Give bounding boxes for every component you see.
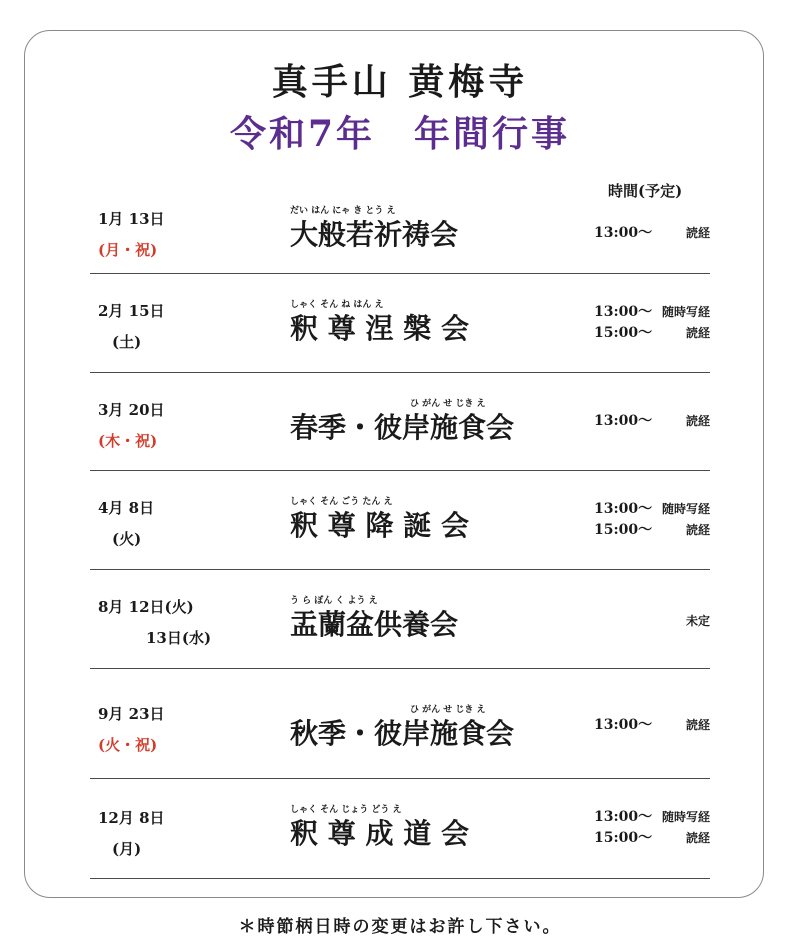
event-name: 大般若祈祷会 (290, 218, 459, 251)
weekday-text: (土) (112, 333, 142, 351)
event-ruby: ひ がん せ じき え (410, 399, 486, 409)
event-ruby: しゃく そん ごう たん え (290, 497, 393, 507)
row-divider (90, 878, 710, 880)
date-text: 3月 20日 (98, 401, 165, 419)
event-date (98, 807, 165, 859)
year-title: 令和7年 年間行事 (229, 113, 571, 155)
event-row (90, 373, 710, 471)
event (290, 397, 514, 445)
event-times (594, 411, 710, 432)
time-slot: 13:00〜 随時写経 (594, 304, 710, 320)
event (290, 803, 469, 851)
event-name: 釈 尊 降 誕 会 (290, 509, 469, 542)
event-name: 春季・彼岸施食会 (290, 411, 515, 444)
date-text: 4月 8日 (98, 499, 155, 517)
event-date (98, 399, 165, 451)
event-row (90, 274, 710, 373)
event-date (98, 596, 211, 648)
date-text: 2月 15日 (98, 302, 165, 320)
event-times (594, 807, 710, 849)
event-date (98, 703, 165, 755)
weekday-text: (火) (112, 530, 142, 548)
event-name: 釈 尊 成 道 会 (290, 817, 469, 850)
event-date (98, 208, 165, 260)
time-slot: 15:00〜 読経 (594, 522, 710, 538)
event-row (90, 669, 710, 779)
event (290, 703, 514, 751)
weekday-text: (月・祝) (98, 241, 158, 259)
event (290, 204, 458, 252)
time-header: 時間(予定) (608, 182, 683, 200)
time-slot: 13:00〜 読経 (594, 413, 710, 429)
weekday-text: (木・祝) (98, 432, 158, 450)
event-ruby: だい はん にゃ き とう え (290, 206, 396, 216)
event-date (98, 497, 154, 549)
time-slot: 15:00〜 読経 (594, 325, 710, 341)
weekday-text: (火・祝) (98, 736, 158, 754)
time-tbd: 未定 (685, 614, 710, 628)
time-slot: 13:00〜 随時写経 (594, 501, 710, 517)
event-times (594, 715, 710, 736)
event-row (90, 471, 710, 570)
event (290, 594, 458, 642)
time-slot: 15:00〜 読経 (594, 830, 710, 846)
footer-note: ＊時節柄日時の変更はお許し下さい。 (238, 917, 562, 937)
temple-name: 真手山 黄梅寺 (271, 61, 529, 103)
event-name: 盂蘭盆供養会 (290, 608, 459, 641)
event-row (90, 779, 710, 879)
event-ruby: ひ がん せ じき え (410, 705, 486, 715)
event-ruby: う ら ぼん く よう え (290, 596, 378, 606)
weekday-text: 13日(水) (146, 629, 212, 647)
date-text: 9月 23日 (98, 705, 165, 723)
event-ruby: しゃく そん じょう どう え (290, 805, 402, 815)
event (290, 298, 469, 346)
event-name: 釈 尊 涅 槃 会 (290, 312, 469, 345)
event (290, 495, 469, 543)
time-slot: 13:00〜 読経 (594, 225, 710, 241)
time-slot: 13:00〜 随時写経 (594, 809, 710, 825)
event-ruby: しゃく そん ね はん え (290, 300, 384, 310)
weekday-text: (月) (112, 840, 142, 858)
event-date (98, 300, 165, 352)
event-row (90, 196, 710, 274)
event-times (594, 302, 710, 344)
event-times (594, 499, 710, 541)
time-slot: 13:00〜 読経 (594, 717, 710, 733)
event-times (594, 223, 710, 244)
date-text: 12月 8日 (98, 809, 165, 827)
event-name: 秋季・彼岸施食会 (290, 717, 515, 750)
date-text: 1月 13日 (98, 210, 165, 228)
event-row (90, 570, 710, 669)
date-text: 8月 12日(火) (98, 598, 194, 616)
